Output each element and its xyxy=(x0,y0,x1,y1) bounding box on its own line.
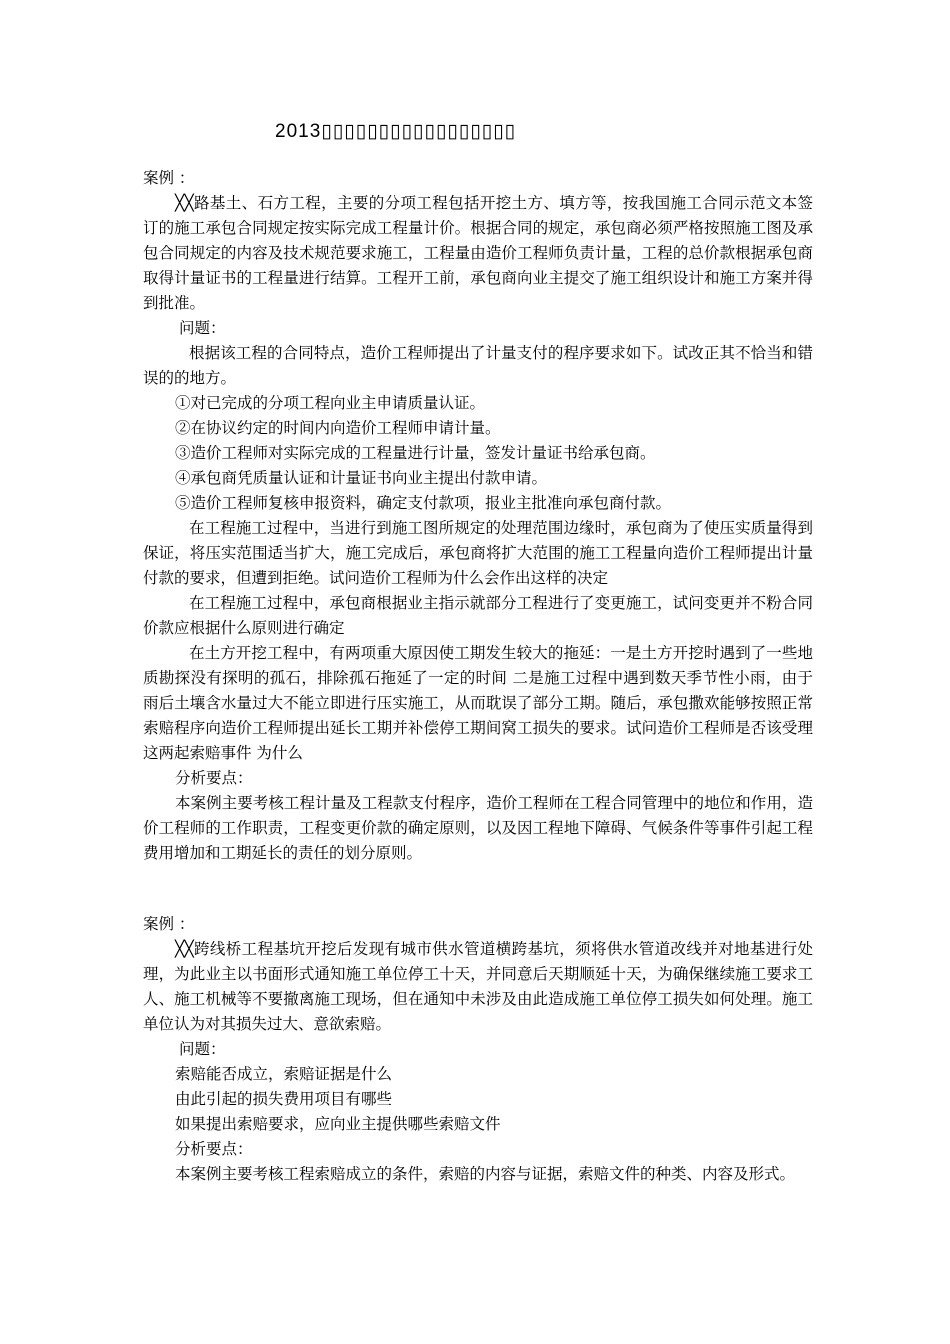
case-1-step: ③造价工程师对实际完成的工程量进行计量，签发计量证书给承包商。 xyxy=(175,444,656,462)
case-1-analysis-label: 分析要点： xyxy=(175,769,253,787)
case-1-step: ①对已完成的分项工程向业主申请质量认证。 xyxy=(175,394,486,412)
case-2-label: 案例 ： xyxy=(143,915,195,933)
case-2 xyxy=(143,912,813,1187)
case-1-step: ④承包商凭质量认证和计量证书向业主提出付款申请。 xyxy=(175,469,548,487)
case-2-analysis-label: 分析要点： xyxy=(175,1140,253,1158)
case-1-question-1: 根据该工程的合同特点，造价工程师提出了计量支付的程序要求如下。试改正其不恰当和错误的的地方。 xyxy=(143,344,813,387)
case-1-step: ⑤造价工程师复核申报资料，确定支付款项，报业主批准向承包商付款。 xyxy=(175,494,672,512)
case-1-question-2: 在工程施工过程中，当进行到施工图所规定的处理范围边缘时，承包商为了使压实质量得到保证，将压实范围适当扩大，施工完成后，承包商将扩大范围的施工工程量向造价工程师提出计量付款的要求，但遭到拒绝。试问造价工程师为什么会作出这样的决定 xyxy=(143,519,813,587)
case-2-question: 如果提出索赔要求，应向业主提供哪些索赔文件 xyxy=(175,1115,501,1133)
case-1-intro: ╳╳路基土、石方工程，主要的分项工程包括开挖土方、填方等，按我国施工合同示范文本签订的施工承包合同规定按实际完成工程量计价。根据合同的规定，承包商必须严格按照施工图及承包合同规定的内容及技术规范要求施工，工程量由造价工程师负责计量，工程的总价款根据承包商取得计量证书的工程量进行结算。工程开工前，承包商向业主提交了施工组织设计和施工方案并得到批准。 xyxy=(143,194,813,312)
case-2-question: 由此引起的损失费用项目有哪些 xyxy=(175,1090,393,1108)
case-1-question-4: 在土方开挖工程中，有两项重大原因使工期发生较大的拖延：一是土方开挖时遇到了一些地质勘探没有探明的孤石，排除孤石拖延了一定的时间 二是施工过程中遇到数天季节性小雨，由于雨后土壤含水量过大不能立即进行压实施工，从而耽误了部分工期。随后，承包撒欢能够按照正常索赔程序向造价工程师提出延长工期并补偿停工期间窝工损失的要求。试问造价工程师是否该受理这两起索赔事件 为什么 xyxy=(143,644,813,762)
case-2-intro: ╳╳跨线桥工程基坑开挖后发现有城市供水管道横跨基坑，须将供水管道改线并对地基进行处理，为此业主以书面形式通知施工单位停工十天，并同意后天期顺延十天，为确保继续施工要求工人、施工机械等不要撤离施工现场，但在通知中未涉及由此造成施工单位停工损失如何处理。施工单位认为对其损失过大、意欲索赔。 xyxy=(143,940,813,1033)
case-2-question-label: 问题： xyxy=(179,1040,226,1058)
case-2-analysis: 本案例主要考核工程索赔成立的条件，索赔的内容与证据，索赔文件的种类、内容及形式。 xyxy=(175,1165,796,1183)
case-1-question-label: 问题： xyxy=(179,319,226,337)
document-title: 2013▯▯▯▯▯▯▯▯▯▯▯▯▯▯▯▯▯ xyxy=(275,121,517,142)
case-1-label: 案例 ： xyxy=(143,169,195,187)
case-1-question-3: 在工程施工过程中，承包商根据业主指示就部分工程进行了变更施工，试问变更并不粉合同价款应根据什么原则进行确定 xyxy=(143,594,813,637)
case-1-analysis: 本案例主要考核工程计量及工程款支付程序，造价工程师在工程合同管理中的地位和作用，造价工程师的工作职责，工程变更价款的确定原则，以及因工程地下障碍、气候条件等事件引起工程费用增加和工期延长的责任的划分原则。 xyxy=(143,794,813,862)
case-1 xyxy=(143,166,813,866)
case-1-step: ②在协议约定的时间内向造价工程师申请计量。 xyxy=(175,419,501,437)
case-2-question: 索赔能否成立，索赔证据是什么 xyxy=(175,1065,393,1083)
